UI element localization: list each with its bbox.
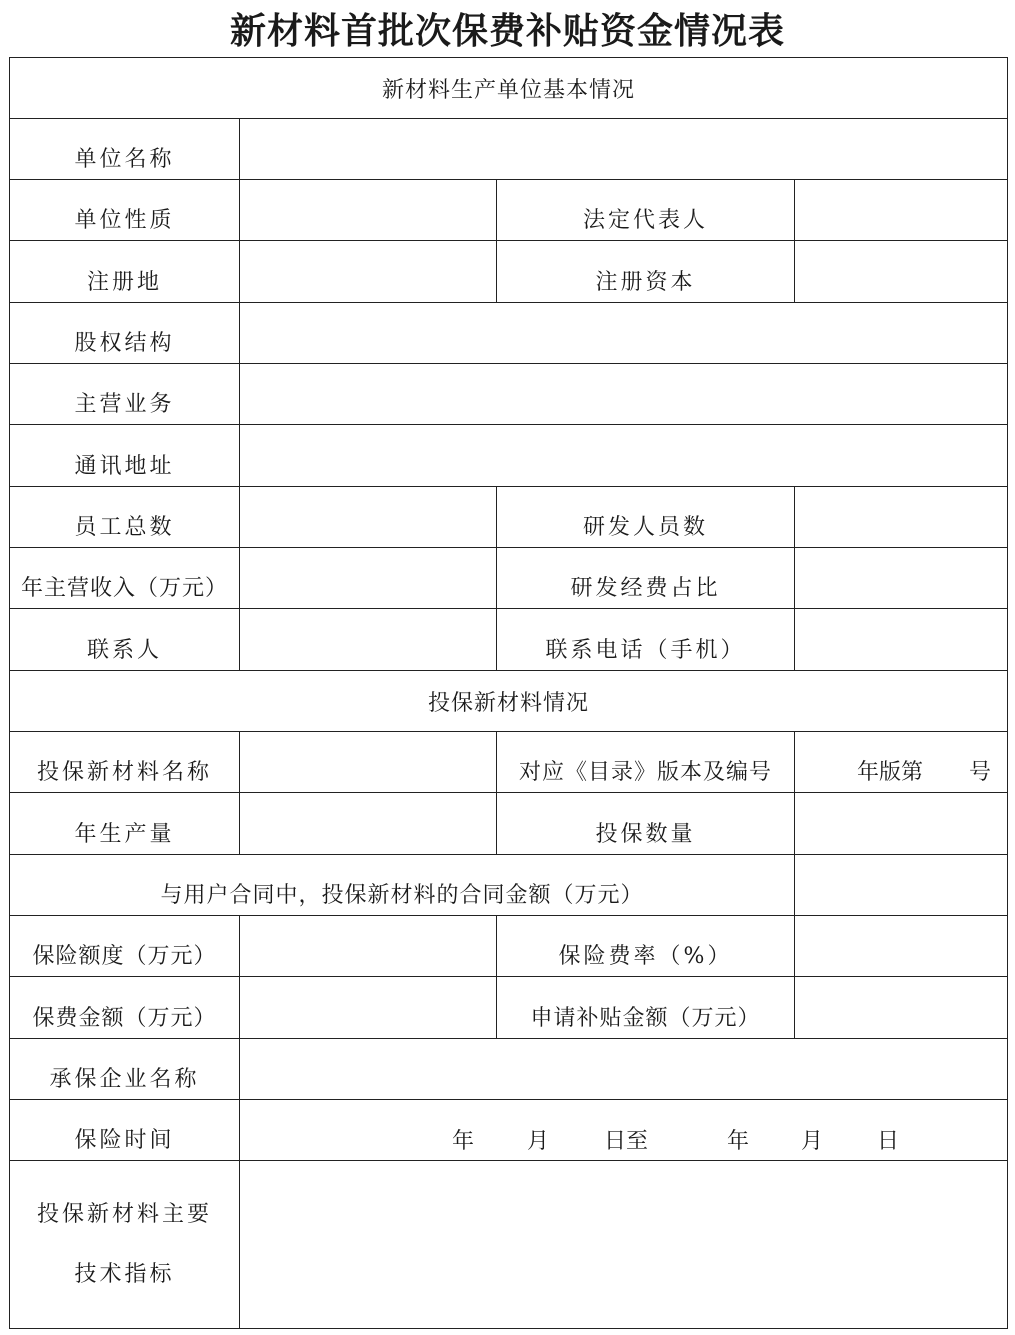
section-heading-producer: 新材料生产单位基本情况 bbox=[10, 58, 1008, 119]
contact-field[interactable] bbox=[240, 609, 497, 671]
catalog-version-field[interactable] bbox=[795, 732, 1008, 793]
premium-rate-label: 保险费率（%） bbox=[497, 916, 795, 977]
rd-ratio-field[interactable] bbox=[795, 548, 1008, 609]
contact-phone-label: 联系电话（手机） bbox=[497, 609, 795, 671]
material-name-field[interactable] bbox=[240, 732, 497, 793]
contact-label: 联系人 bbox=[10, 609, 240, 671]
material-name-label: 投保新材料名称 bbox=[10, 732, 240, 793]
equity-structure-field[interactable] bbox=[240, 303, 1008, 364]
annual-output-label: 年生产量 bbox=[10, 793, 240, 855]
unit-name-field[interactable] bbox=[240, 119, 1008, 180]
subsidy-amount-label: 申请补贴金额（万元） bbox=[497, 977, 795, 1039]
premium-amount-label: 保费金额（万元） bbox=[10, 977, 240, 1039]
insurer-name-field[interactable] bbox=[240, 1039, 1008, 1100]
total-employees-label: 员工总数 bbox=[10, 487, 240, 548]
section-heading-insured-material: 投保新材料情况 bbox=[10, 671, 1008, 732]
annual-output-field[interactable] bbox=[240, 793, 497, 855]
contact-phone-field[interactable] bbox=[795, 609, 1008, 671]
subsidy-form-table bbox=[9, 57, 1008, 1329]
contract-amount-label: 与用户合同中，投保新材料的合同金额（万元） bbox=[10, 855, 795, 916]
rd-staff-field[interactable] bbox=[795, 487, 1008, 548]
period-month-end: 月 bbox=[801, 1129, 824, 1154]
registered-capital-label: 注册资本 bbox=[497, 241, 795, 303]
insured-quantity-field[interactable] bbox=[795, 793, 1008, 855]
total-employees-field[interactable] bbox=[240, 487, 497, 548]
tech-specs-label-line1: 投保新材料主要 bbox=[36, 1201, 212, 1227]
mailing-address-label: 通讯地址 bbox=[10, 425, 240, 487]
main-business-label: 主营业务 bbox=[10, 364, 240, 425]
unit-nature-label: 单位性质 bbox=[10, 180, 240, 241]
rd-ratio-label: 研发经费占比 bbox=[497, 548, 795, 609]
subsidy-amount-field[interactable] bbox=[795, 977, 1008, 1039]
period-year-start: 年 bbox=[452, 1129, 475, 1154]
unit-nature-field[interactable] bbox=[240, 180, 497, 241]
period-year-end: 年 bbox=[727, 1129, 750, 1154]
edition-number-text: 号 bbox=[969, 760, 992, 785]
insurance-period-dates bbox=[240, 1124, 1007, 1154]
registered-capital-field[interactable] bbox=[795, 241, 1008, 303]
registered-place-field[interactable] bbox=[240, 241, 497, 303]
tech-specs-field[interactable] bbox=[240, 1161, 1008, 1329]
insurance-period-label: 保险时间 bbox=[10, 1100, 240, 1161]
equity-structure-label: 股权结构 bbox=[10, 303, 240, 364]
unit-name-label: 单位名称 bbox=[10, 119, 240, 180]
contract-amount-field[interactable] bbox=[795, 855, 1008, 916]
insured-quantity-label: 投保数量 bbox=[497, 793, 795, 855]
legal-rep-field[interactable] bbox=[795, 180, 1008, 241]
edition-year-text: 年版第 bbox=[857, 760, 924, 785]
insurance-limit-label: 保险额度（万元） bbox=[10, 916, 240, 977]
period-day-start-to: 日至 bbox=[604, 1129, 649, 1154]
mailing-address-field[interactable] bbox=[240, 425, 1008, 487]
period-day-end: 日 bbox=[877, 1129, 900, 1154]
premium-rate-field[interactable] bbox=[795, 916, 1008, 977]
registered-place-label: 注册地 bbox=[10, 241, 240, 303]
insurer-name-label: 承保企业名称 bbox=[10, 1039, 240, 1100]
annual-revenue-field[interactable] bbox=[240, 548, 497, 609]
insurance-period-field[interactable] bbox=[240, 1100, 1008, 1161]
annual-revenue-label: 年主营收入（万元） bbox=[10, 548, 240, 609]
page-title: 新材料首批次保费补贴资金情况表 bbox=[229, 11, 785, 52]
tech-specs-label bbox=[10, 1161, 240, 1329]
catalog-version-label: 对应《目录》版本及编号 bbox=[497, 732, 795, 793]
period-month-start: 月 bbox=[527, 1129, 550, 1154]
main-business-field[interactable] bbox=[240, 364, 1008, 425]
tech-specs-label-line2: 技术指标 bbox=[74, 1261, 175, 1287]
legal-rep-label: 法定代表人 bbox=[497, 180, 795, 241]
insurance-limit-field[interactable] bbox=[240, 916, 497, 977]
premium-amount-field[interactable] bbox=[240, 977, 497, 1039]
rd-staff-label: 研发人员数 bbox=[497, 487, 795, 548]
